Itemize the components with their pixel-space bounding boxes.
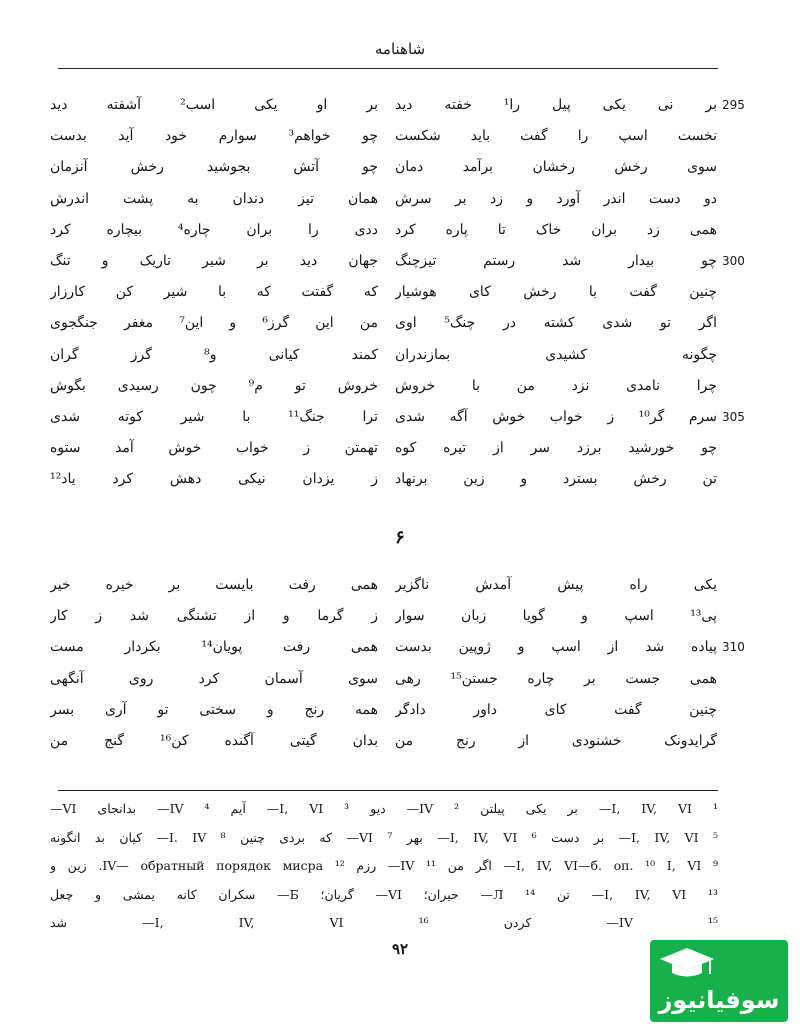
verse-line: همی زد بران خاک تا پاره کرد [395,221,717,238]
verse-line: گرایدونک خشنودی از رنج من [395,732,717,749]
verse-line: چو خورشید برزد سر از تیره کوه [395,440,717,457]
verse-line: همان تیز دندان به پشت اندرش [50,190,378,207]
verse-line: من این گرز⁶ و این⁷ مغفر جنگجوی [50,315,378,332]
verse-line: چنین گفت کای داور دادگر [395,701,717,718]
section-heading: ۶ [395,527,405,548]
footnote-rule [58,790,718,791]
watermark-text: سوفیانیوز [658,986,780,1014]
verse-line: جهان دید بر شیر تاریک و تنگ [50,252,378,269]
footnote-line: ¹ I, IV, VI— بر یکی پیلتن ² IV— دیو ³ I, VI— آیم ⁴ IV— بدانجای VI— [50,801,718,816]
verse-line-number: 295 [722,98,745,112]
verse-line: ترا جنگ¹¹ با شیر کوته شدی [50,408,378,425]
verse-line: ددی را بران چاره⁴ بیچاره کرد [50,221,378,238]
verse-line: پی¹³ اسپ و گویا زبان سوار [395,608,717,625]
footnote-line: ⁹ I, IV, VI—б. оп. ¹⁰ I, VI— اگر من ¹¹ IV— رزم ¹² IV— обратный порядок мисра. زین و [50,858,718,873]
left-column-top [50,90,378,495]
verse-line: چنین گفت با رخش کای هوشیار [395,284,717,301]
verse-line: همی رفت پویان¹⁴ بکردار مست [50,639,378,656]
verse-line: پیاده شد از اسپ و ژوپین بدست [395,639,717,656]
footnote-line: ¹³ I, IV, VI— تن ¹⁴ Л— حیران؛ VI— گریان؛ Б— سکران کانه یمشی و چعل [50,886,718,902]
header-rule [58,68,718,69]
verse-line: یکی راه پیش آمدش ناگزیر [395,577,717,593]
verse-line-number: 310 [722,640,745,655]
verse-line: کمند کیانی و⁸ گرز گران [50,346,378,363]
verse-line: تهمتن ز خواب خوش آمد ستوه [50,440,378,457]
page-header-title: شاهنامه [374,40,426,58]
verse-line: چرا نامدی نزد من با خروش [395,377,717,394]
footnote-line: ¹⁵ IV— کردن ¹⁶ I, IV, VI— شد [50,915,718,930]
verse-line: همی رفت بایست بر خیره خیر [50,577,378,593]
verse-line: چگونه کشیدی بمازندران [395,346,717,363]
left-column-bottom [50,570,378,757]
watermark-badge [650,940,788,1022]
verse-line: چو آتش بجوشید رخش آنزمان [50,159,378,176]
verse-line: که گفتت که با شیر کن کارزار [50,284,378,301]
verse-line: بر نی یکی پیل را¹ خفته دید [395,97,717,113]
verse-line: اگر تو شدی کشته در چنگ⁵ اوی [395,315,717,332]
verse-line: تن رخش بسترد و زین برنهاد [395,471,717,488]
page-number: ۹۲ [391,940,409,958]
verse-line: ز گرما و از تشنگی شد ز کار [50,608,378,625]
footnotes [50,795,718,938]
right-column-top [395,90,717,495]
verse-line: چو بیدار شد رستم تیزچنگ [395,252,717,269]
verse-line: همی جست بر چاره جستن¹⁵ رهی [395,670,717,687]
verse-line: همه رنج و سختی تو آری بسر [50,701,378,718]
verse-line: بر او یکی اسب² آشفته دید [50,97,378,113]
verse-line: سرم گر¹⁰ ز خواب خوش آگه شدی [395,408,717,425]
verse-line: نخست اسپ را گفت باید شکست [395,128,717,145]
verse-line: ز یزدان نیکی دهش کرد یاد¹² [50,471,378,488]
verse-line-number: 300 [722,254,745,268]
verse-line: خروش تو م⁹ چون رسیدی بگوش [50,377,378,394]
verse-line: سوی آسمان کرد روی آنگهی [50,670,378,687]
graduation-cap-icon [658,946,716,980]
verse-line: بدان گیتی آگنده کن¹⁶ گنج من [50,732,378,749]
footnote-line: ⁵ I, IV, VI— بر دست ⁶ I, IV, VI— بهر ⁷ VI— که بردی چنین ⁸ I. IV— کیان بد انگونه [50,829,718,845]
verse-line: چو خواهم³ سوارم خود آید بدست [50,128,378,145]
verse-line: سوی رخش رخشان برآمد دمان [395,159,717,176]
verse-line-number: 305 [722,410,745,424]
verse-line: دو دست اندر آورد و زد بر سرش [395,190,717,207]
right-column-bottom [395,570,717,757]
